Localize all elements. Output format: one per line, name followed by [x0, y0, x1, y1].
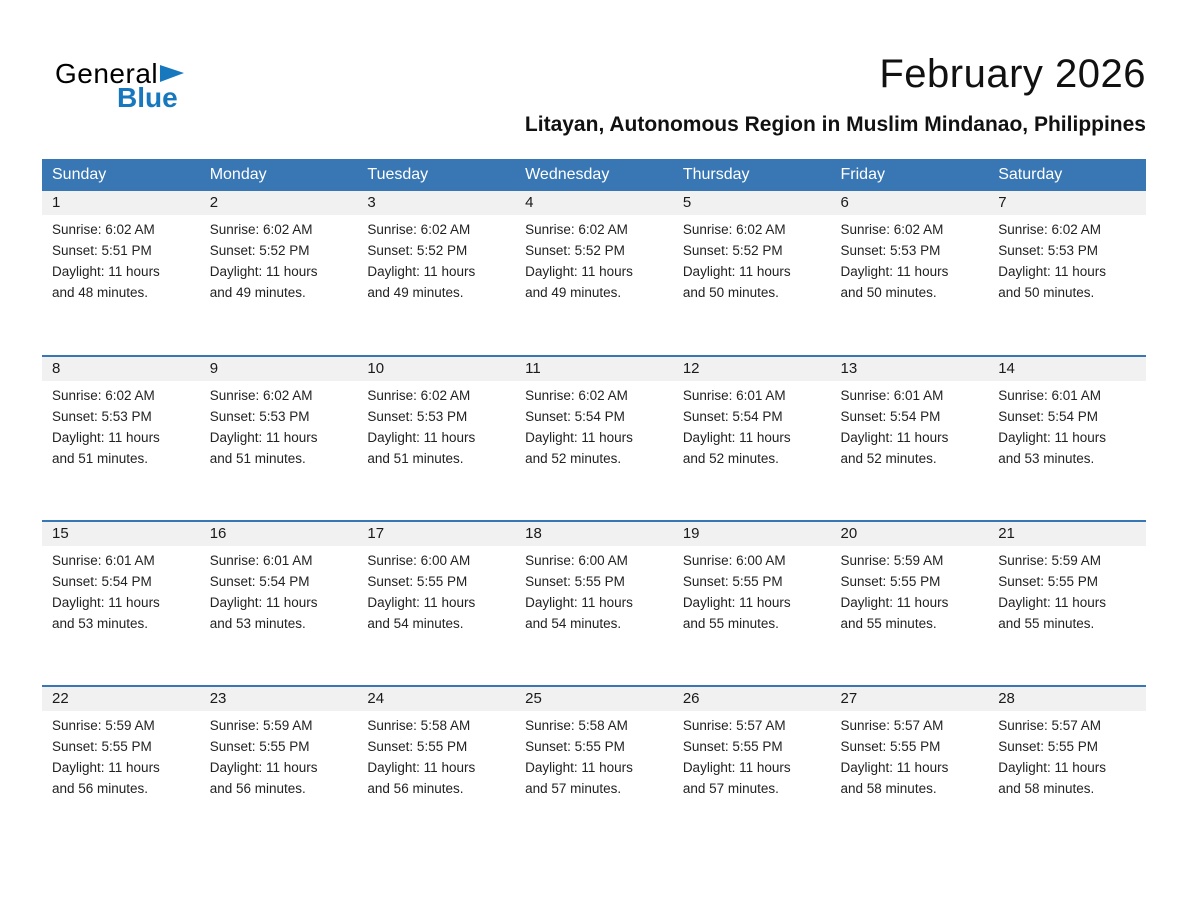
day-number: 23 [200, 687, 358, 711]
sunset-text: Sunset: 5:55 PM [367, 738, 468, 754]
weekday-header: Wednesday [515, 159, 673, 191]
day-cell [42, 191, 200, 356]
day-details [673, 546, 831, 635]
day-number: 7 [988, 191, 1146, 215]
sunrise-text: Sunrise: 5:59 AM [209, 718, 313, 733]
day-details [357, 711, 515, 800]
sunrise-text: Sunrise: 5:59 AM [52, 718, 155, 733]
sunrise-text: Sunrise: 5:58 AM [367, 718, 471, 733]
sunset-text: Sunset: 5:55 PM [840, 738, 941, 754]
week-row [42, 686, 1146, 851]
sunrise-text: Sunrise: 6:00 AM [682, 553, 786, 568]
sunrise-text: Sunrise: 5:58 AM [525, 718, 628, 733]
sunrise-text: Sunrise: 6:00 AM [525, 553, 628, 568]
daylight-text: Daylight: 11 hours and 52 minutes. [682, 429, 791, 466]
sunset-text: Sunset: 5:55 PM [682, 738, 783, 754]
sunrise-text: Sunrise: 6:02 AM [209, 388, 313, 403]
day-cell [988, 356, 1146, 521]
sunset-text: Sunset: 5:55 PM [209, 738, 310, 754]
weekday-header: Friday [831, 159, 989, 191]
sunset-text: Sunset: 5:52 PM [525, 242, 625, 258]
weekday-header: Thursday [673, 159, 831, 191]
day-cell [200, 521, 358, 686]
day-details [42, 381, 200, 470]
sunset-text: Sunset: 5:52 PM [682, 242, 783, 258]
day-cell [200, 356, 358, 521]
day-cell [831, 356, 989, 521]
week-row [42, 356, 1146, 521]
day-number: 5 [673, 191, 831, 215]
daylight-text: Daylight: 11 hours and 55 minutes. [998, 594, 1107, 631]
day-number: 21 [988, 522, 1146, 546]
sunrise-text: Sunrise: 6:01 AM [840, 388, 944, 403]
sunrise-text: Sunrise: 6:02 AM [682, 222, 786, 237]
day-cell [988, 191, 1146, 356]
daylight-text: Daylight: 11 hours and 51 minutes. [52, 429, 160, 466]
daylight-text: Daylight: 11 hours and 50 minutes. [840, 263, 949, 300]
sunset-text: Sunset: 5:54 PM [682, 408, 783, 424]
day-number: 11 [515, 357, 673, 381]
day-details [831, 381, 989, 470]
week-row [42, 191, 1146, 356]
daylight-text: Daylight: 11 hours and 49 minutes. [525, 263, 633, 300]
sunset-text: Sunset: 5:54 PM [209, 573, 310, 589]
day-number: 3 [357, 191, 515, 215]
day-details [988, 711, 1146, 800]
sunrise-text: Sunrise: 5:57 AM [840, 718, 944, 733]
sunset-text: Sunset: 5:54 PM [52, 573, 152, 589]
day-cell [515, 686, 673, 851]
daylight-text: Daylight: 11 hours and 52 minutes. [525, 429, 633, 466]
daylight-text: Daylight: 11 hours and 53 minutes. [998, 429, 1107, 466]
daylight-text: Daylight: 11 hours and 55 minutes. [840, 594, 949, 631]
sunrise-text: Sunrise: 6:01 AM [52, 553, 155, 568]
daylight-text: Daylight: 11 hours and 53 minutes. [52, 594, 160, 631]
daylight-text: Daylight: 11 hours and 56 minutes. [367, 759, 476, 796]
sunset-text: Sunset: 5:53 PM [209, 408, 310, 424]
sunrise-text: Sunrise: 5:57 AM [682, 718, 786, 733]
day-cell [357, 521, 515, 686]
day-details [42, 546, 200, 635]
daylight-text: Daylight: 11 hours and 55 minutes. [682, 594, 791, 631]
daylight-text: Daylight: 11 hours and 54 minutes. [367, 594, 476, 631]
weekday-header: Monday [200, 159, 358, 191]
week-row [42, 521, 1146, 686]
weekday-header: Saturday [988, 159, 1146, 191]
sunset-text: Sunset: 5:53 PM [840, 242, 941, 258]
daylight-text: Daylight: 11 hours and 50 minutes. [682, 263, 791, 300]
day-details [831, 711, 989, 800]
day-number: 17 [357, 522, 515, 546]
daylight-text: Daylight: 11 hours and 50 minutes. [998, 263, 1107, 300]
day-details [515, 711, 673, 800]
day-number: 13 [831, 357, 989, 381]
day-cell [515, 521, 673, 686]
day-details [42, 215, 200, 304]
day-details [988, 546, 1146, 635]
day-cell [357, 356, 515, 521]
day-cell [357, 686, 515, 851]
calendar-header [42, 159, 1146, 191]
sunset-text: Sunset: 5:55 PM [998, 573, 1099, 589]
sunset-text: Sunset: 5:53 PM [998, 242, 1099, 258]
day-details [200, 381, 358, 470]
day-number: 18 [515, 522, 673, 546]
weekday-header: Tuesday [357, 159, 515, 191]
day-details [673, 215, 831, 304]
logo-text-general: General [55, 58, 159, 89]
sunset-text: Sunset: 5:53 PM [367, 408, 468, 424]
day-cell [200, 686, 358, 851]
sunset-text: Sunset: 5:55 PM [525, 573, 625, 589]
day-details [200, 215, 358, 304]
day-cell [357, 191, 515, 356]
day-details [515, 215, 673, 304]
day-number: 27 [831, 687, 989, 711]
day-number: 14 [988, 357, 1146, 381]
daylight-text: Daylight: 11 hours and 56 minutes. [52, 759, 160, 796]
page-subtitle: Litayan, Autonomous Region in Muslim Mindanao, Philippines [524, 113, 1146, 136]
logo-text-blue: Blue [117, 82, 178, 113]
day-details [673, 711, 831, 800]
day-cell [673, 521, 831, 686]
day-number: 2 [200, 191, 358, 215]
daylight-text: Daylight: 11 hours and 49 minutes. [367, 263, 476, 300]
daylight-text: Daylight: 11 hours and 48 minutes. [52, 263, 160, 300]
sunrise-text: Sunrise: 6:02 AM [840, 222, 944, 237]
daylight-text: Daylight: 11 hours and 56 minutes. [209, 759, 318, 796]
day-cell [673, 686, 831, 851]
title-block [184, 52, 1146, 137]
sunrise-text: Sunrise: 6:01 AM [998, 388, 1102, 403]
sunrise-text: Sunrise: 6:01 AM [682, 388, 786, 403]
daylight-text: Daylight: 11 hours and 53 minutes. [209, 594, 318, 631]
day-cell [988, 686, 1146, 851]
sunrise-text: Sunrise: 6:02 AM [525, 222, 628, 237]
day-details [200, 546, 358, 635]
sunset-text: Sunset: 5:55 PM [998, 738, 1099, 754]
sunset-text: Sunset: 5:55 PM [52, 738, 152, 754]
day-cell [42, 686, 200, 851]
day-number: 6 [831, 191, 989, 215]
day-details [42, 711, 200, 800]
sunset-text: Sunset: 5:54 PM [840, 408, 941, 424]
sunrise-text: Sunrise: 6:02 AM [52, 222, 155, 237]
day-cell [673, 356, 831, 521]
page-header [0, 0, 1188, 137]
day-details [357, 546, 515, 635]
daylight-text: Daylight: 11 hours and 51 minutes. [367, 429, 476, 466]
day-cell [200, 191, 358, 356]
page-title: February 2026 [879, 52, 1146, 96]
day-details [515, 381, 673, 470]
daylight-text: Daylight: 11 hours and 58 minutes. [998, 759, 1107, 796]
sunrise-text: Sunrise: 5:59 AM [998, 553, 1102, 568]
sunrise-text: Sunrise: 6:02 AM [998, 222, 1102, 237]
day-details [515, 546, 673, 635]
day-cell [831, 686, 989, 851]
day-details [988, 381, 1146, 470]
day-number: 28 [988, 687, 1146, 711]
day-number: 16 [200, 522, 358, 546]
day-number: 26 [673, 687, 831, 711]
sunset-text: Sunset: 5:54 PM [998, 408, 1099, 424]
day-cell [42, 521, 200, 686]
sunrise-text: Sunrise: 6:00 AM [367, 553, 471, 568]
calendar-table [42, 159, 1146, 851]
weekday-header: Sunday [42, 159, 200, 191]
sunrise-text: Sunrise: 6:02 AM [367, 388, 471, 403]
sunrise-text: Sunrise: 5:59 AM [840, 553, 944, 568]
weekday-header-row [42, 159, 1146, 191]
sunset-text: Sunset: 5:53 PM [52, 408, 152, 424]
day-cell [831, 191, 989, 356]
sunrise-text: Sunrise: 6:02 AM [525, 388, 628, 403]
daylight-text: Daylight: 11 hours and 57 minutes. [682, 759, 791, 796]
daylight-text: Daylight: 11 hours and 49 minutes. [209, 263, 318, 300]
sunrise-text: Sunrise: 6:02 AM [209, 222, 313, 237]
day-cell [988, 521, 1146, 686]
daylight-text: Daylight: 11 hours and 54 minutes. [525, 594, 633, 631]
day-number: 4 [515, 191, 673, 215]
sunset-text: Sunset: 5:55 PM [525, 738, 625, 754]
day-cell [515, 191, 673, 356]
day-details [673, 381, 831, 470]
daylight-text: Daylight: 11 hours and 57 minutes. [525, 759, 633, 796]
day-number: 10 [357, 357, 515, 381]
sunset-text: Sunset: 5:55 PM [840, 573, 941, 589]
day-details [357, 215, 515, 304]
day-number: 12 [673, 357, 831, 381]
sunset-text: Sunset: 5:51 PM [52, 242, 152, 258]
sunset-text: Sunset: 5:55 PM [682, 573, 783, 589]
day-details [200, 711, 358, 800]
sunset-text: Sunset: 5:54 PM [525, 408, 625, 424]
day-number: 1 [42, 191, 200, 215]
sunrise-text: Sunrise: 6:02 AM [367, 222, 471, 237]
day-cell [42, 356, 200, 521]
general-blue-logo [55, 52, 184, 112]
day-details [357, 381, 515, 470]
daylight-text: Daylight: 11 hours and 58 minutes. [840, 759, 949, 796]
day-cell [831, 521, 989, 686]
day-cell [673, 191, 831, 356]
day-details [831, 546, 989, 635]
day-cell [515, 356, 673, 521]
sunrise-text: Sunrise: 5:57 AM [998, 718, 1102, 733]
day-number: 8 [42, 357, 200, 381]
sunset-text: Sunset: 5:52 PM [367, 242, 468, 258]
day-number: 22 [42, 687, 200, 711]
sunrise-text: Sunrise: 6:01 AM [209, 553, 313, 568]
sunrise-text: Sunrise: 6:02 AM [52, 388, 155, 403]
day-number: 20 [831, 522, 989, 546]
daylight-text: Daylight: 11 hours and 52 minutes. [840, 429, 949, 466]
daylight-text: Daylight: 11 hours and 51 minutes. [209, 429, 318, 466]
day-number: 15 [42, 522, 200, 546]
calendar-body [42, 191, 1146, 851]
sunset-text: Sunset: 5:52 PM [209, 242, 310, 258]
sunset-text: Sunset: 5:55 PM [367, 573, 468, 589]
day-details [988, 215, 1146, 304]
day-number: 9 [200, 357, 358, 381]
day-number: 19 [673, 522, 831, 546]
day-number: 25 [515, 687, 673, 711]
day-details [831, 215, 989, 304]
day-number: 24 [357, 687, 515, 711]
